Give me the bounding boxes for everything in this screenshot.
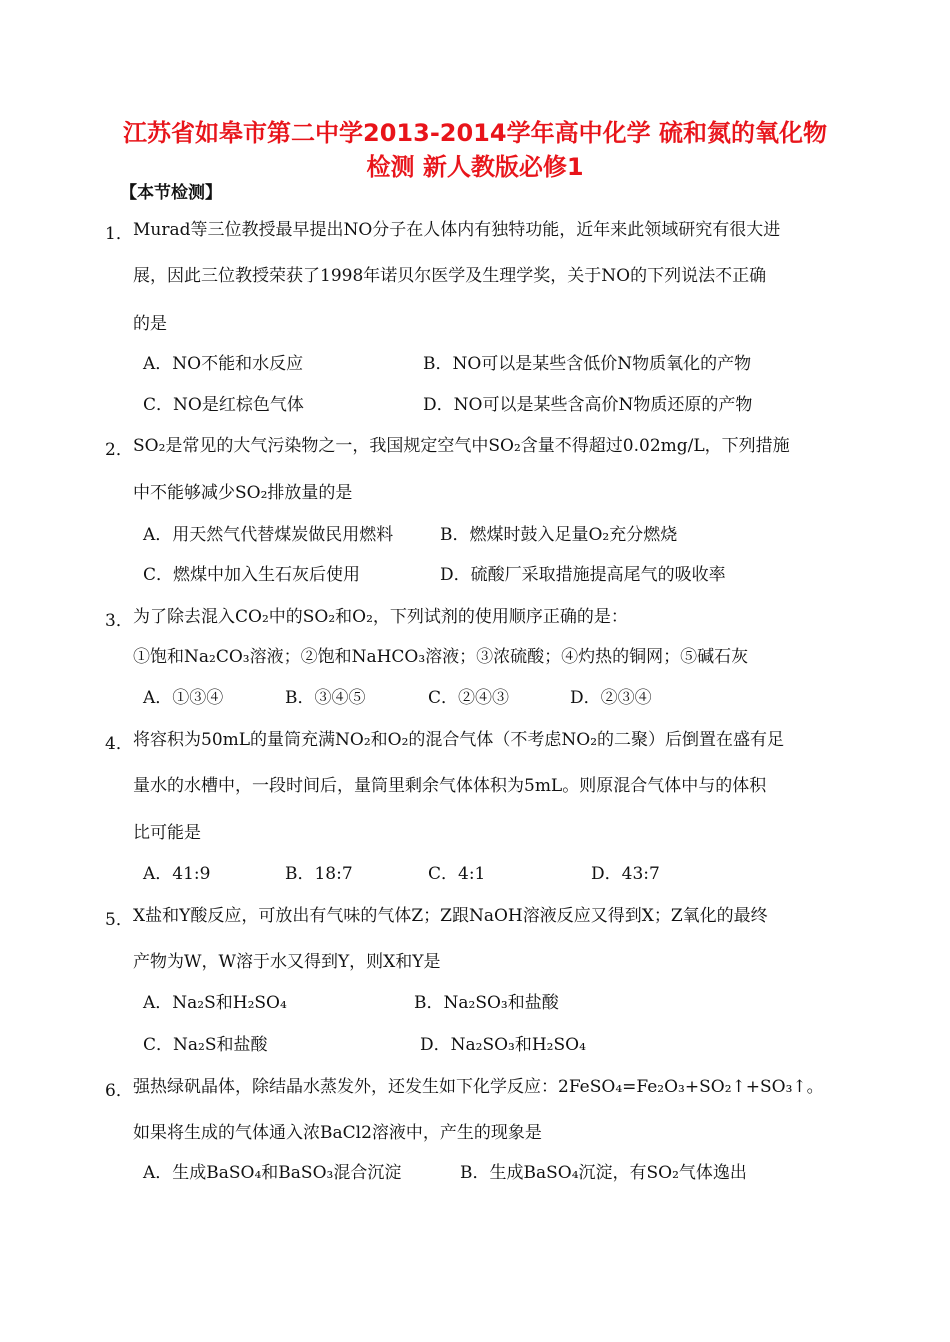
option-d: D．43:7 [591,864,660,884]
document-title-line2: 检测 新人教版必修1 [366,153,584,181]
option-b: B．NO可以是某些含低价N物质氧化的产物 [423,354,752,374]
question-stem-line: 为了除去混入CO₂中的SO₂和O₂，下列试剂的使用顺序正确的是： [133,607,628,627]
option-b: B．Na₂SO₃和盐酸 [414,993,559,1013]
question-stem-line: Murad等三位教授最早提出NO分子在人体内有独特功能，近年来此领域研究有很大进 [133,220,781,240]
question-stem-line: 比可能是 [133,823,201,843]
option-a: A．用天然气代替煤炭做民用燃料 [143,525,394,545]
option-c: C．Na₂S和盐酸 [143,1035,268,1055]
option-d: D．②③④ [570,688,652,708]
option-d: D．NO可以是某些含高价N物质还原的产物 [423,395,753,415]
question-stem-line: SO₂是常见的大气污染物之一，我国规定空气中SO₂含量不得超过0.02mg/L，下列措施 [133,436,790,456]
option-a: A．NO不能和水反应 [143,354,304,374]
option-c: C．NO是红棕色气体 [143,395,304,415]
question-stem-line: 产物为W，W溶于水又得到Y，则X和Y是 [133,952,441,972]
option-c: C．②④③ [428,688,510,708]
question-stem-line: 展，因此三位教授荣获了1998年诺贝尔医学及生理学奖，关于NO的下列说法不正确 [133,266,767,286]
question-stem-line: 如果将生成的气体通入浓BaCl2溶液中，产生的现象是 [133,1123,542,1143]
option-d: D．Na₂SO₃和H₂SO₄ [420,1035,586,1055]
question-number: 2． [105,440,133,460]
option-c: C．4:1 [428,864,486,884]
option-d: D．硫酸厂采取措施提高尾气的吸收率 [440,565,726,585]
question-stem-line: 强热绿矾晶体，除结晶水蒸发外，还发生如下化学反应：2FeSO₄=Fe₂O₃+SO₂↑+SO₃↑。 [133,1077,824,1097]
question-stem-line: 量水的水槽中，一段时间后，量筒里剩余气体体积为5mL。则原混合气体中与的体积 [133,776,767,796]
option-b: B．燃煤时鼓入足量O₂充分燃烧 [440,525,678,545]
question-number: 4． [105,734,133,754]
question-number: 6． [105,1081,133,1101]
document-title-line1: 江苏省如皋市第二中学2013-2014学年高中化学 硫和氮的氧化物 [123,119,827,147]
option-a: A．生成BaSO₄和BaSO₃混合沉淀 [143,1163,402,1183]
question-stem-line: 的是 [133,314,167,334]
question-number: 1． [105,224,133,244]
option-c: C．燃煤中加入生石灰后使用 [143,565,361,585]
option-a: A．Na₂S和H₂SO₄ [143,993,287,1013]
question-stem-line: 中不能够减少SO₂排放量的是 [133,483,353,503]
option-b: B．③④⑤ [285,688,366,708]
option-b: B．18:7 [285,864,353,884]
question-stem-line: 将容积为50mL的量筒充满NO₂和O₂的混合气体（不考虑NO₂的二聚）后倒置在盛有足 [133,730,785,750]
section-heading: 【本节检测】 [120,183,222,203]
option-a: A．41:9 [143,864,211,884]
question-stem-line: X盐和Y酸反应，可放出有气味的气体Z；Z跟NaOH溶液反应又得到X；Z氧化的最终 [133,906,768,926]
question-number: 5． [105,910,133,930]
question-stem-line: ①饱和Na₂CO₃溶液；②饱和NaHCO₃溶液；③浓硫酸；④灼热的铜网；⑤碱石灰 [133,647,749,667]
option-b: B．生成BaSO₄沉淀，有SO₂气体逸出 [460,1163,747,1183]
option-a: A．①③④ [143,688,224,708]
question-number: 3． [105,611,133,631]
